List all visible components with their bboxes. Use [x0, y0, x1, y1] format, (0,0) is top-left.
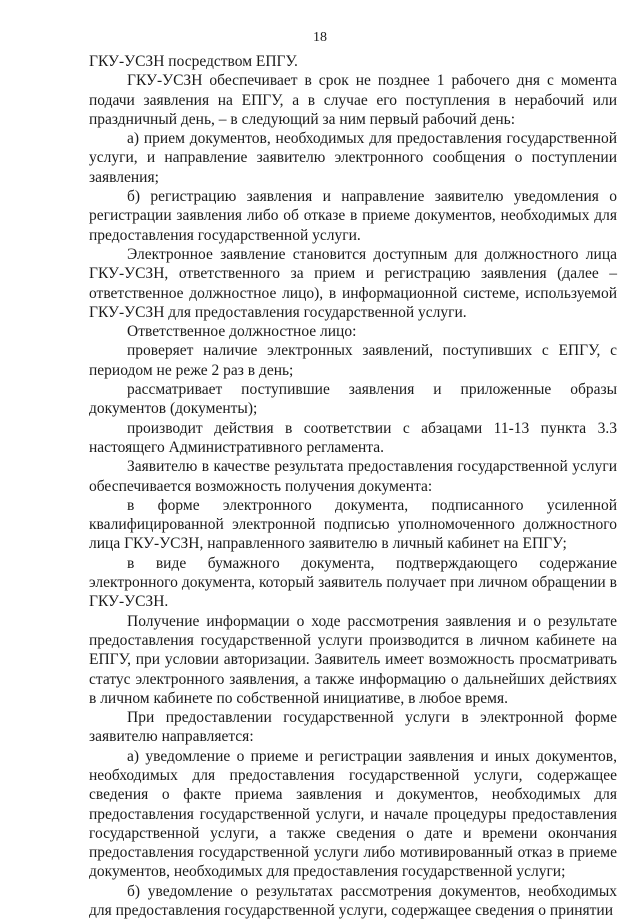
page-number: 18 [313, 30, 327, 45]
paragraph: Электронное заявление становится доступным для должностного лица ГКУ-УСЗН, ответственного за прием и регистрацию заявления (далее – ответственное должностное лицо), в информационной системе, используемой ГКУ-УСЗН для предоставления государственной услуги. [89, 245, 617, 321]
paragraph: ГКУ-УСЗН обеспечивает в срок не позднее 1 рабочего дня с момента подачи заявления на ЕПГУ, а в случае его поступления в нерабочий или праздничный день, – в следующий за ним первый рабочий день: [89, 72, 617, 128]
paragraph: производит действия в соответствии с абзацами 11-13 пункта 3.3 настоящего Административного регламента. [89, 419, 617, 456]
paragraph: Получение информации о ходе рассмотрения заявления и о результате предоставления государственной услуги производится в личном кабинете на ЕПГУ, при условии авторизации. Заявитель имеет возможность просматривать статус электронного заявления, а также информацию о дальнейших действиях в личном кабинете по собственной инициативе, в любое время. [89, 612, 617, 707]
paragraph: в виде бумажного документа, подтверждающего содержание электронного документа, который заявитель получает при личном обращении в ГКУ-УСЗН. [89, 554, 617, 611]
paragraph: ГКУ-УСЗН посредством ЕПГУ. [89, 53, 298, 70]
paragraph: б) уведомление о результатах рассмотрения документов, необходимых для предоставления государственной услуги, содержащее сведения о принятии [89, 882, 617, 920]
paragraph: а) уведомление о приеме и регистрации заявления и иных документов, необходимых для предоставления государственной услуги, содержащее сведения о факте приема заявления и документов, необходимых для предоставления государственной услуги, и начале процедуры предоставления государственной услуги, а также сведения о дате и времени окончания предоставления государственной услуги либо мотивированный отказ в приеме документов, необходимых для предоставления государственной услуги; [89, 747, 617, 881]
paragraph: Заявителю в качестве результата предоставления государственной услуги обеспечивается возможность получения документа: [89, 458, 617, 495]
paragraph: а) прием документов, необходимых для предоставления государственной услуги, и направление заявителю электронного сообщения о поступлении заявления; [89, 130, 617, 186]
paragraph: б) регистрацию заявления и направление заявителю уведомления о регистрации заявления либо об отказе в приеме документов, необходимых для предоставления государственной услуги. [89, 188, 617, 244]
paragraph: При предоставлении государственной услуги в электронной форме заявителю направляется: [89, 709, 617, 746]
paragraph: рассматривает поступившие заявления и приложенные образы документов (документы); [89, 381, 617, 418]
document-body [89, 52, 617, 920]
paragraph: проверяет наличие электронных заявлений, поступивших с ЕПГУ, с периодом не реже 2 раз в день; [89, 342, 617, 379]
paragraph: Ответственное должностное лицо: [127, 323, 357, 341]
paragraph: в форме электронного документа, подписанного усиленной квалифицированной электронной подписью уполномоченного должностного лица ГКУ-УСЗН, направленного заявителю в личный кабинет на ЕПГУ; [89, 496, 617, 553]
